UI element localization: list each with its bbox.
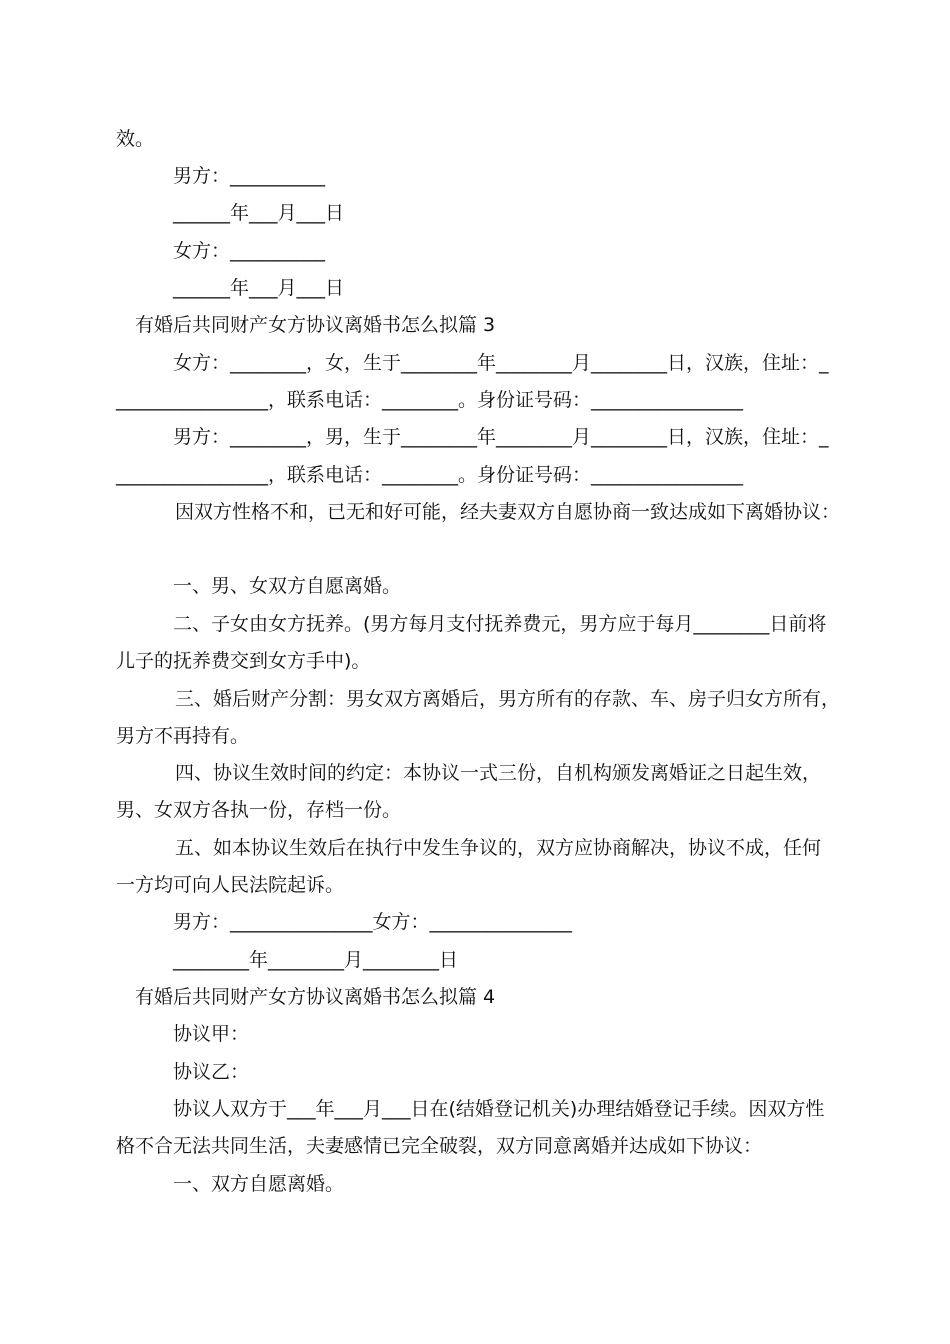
- clause-line: 男、女双方各执一份，存档一份。: [116, 799, 402, 821]
- section-heading: 有婚后共同财产女方协议离婚书怎么拟篇 3: [135, 314, 496, 336]
- date-line: ________年________月________日: [173, 949, 459, 971]
- signature-line-male: 男方：__________: [173, 165, 326, 187]
- party-info-line: 女方：________，女，生于________年________月________日，汉族，住址：_: [173, 352, 829, 374]
- party-info-line: ________________，联系电话：________。身份证号码：________________: [116, 464, 744, 486]
- clause-line: 三、婚后财产分割：男女双方离婚后，男方所有的存款、车、房子归女方所有，: [175, 688, 841, 710]
- party-a-line: 协议甲：: [173, 1023, 250, 1045]
- signature-line-female: 女方：__________: [173, 240, 326, 262]
- clause-line: 四、协议生效时间的约定：本协议一式三份，自机构颁发离婚证之日起生效，: [175, 762, 822, 784]
- paragraph-line: 协议人双方于___年___月___日在(结婚登记机关)办理结婚登记手续。因双方性: [173, 1098, 825, 1120]
- clause-line: 一方均可向人民法院起诉。: [116, 874, 345, 896]
- party-info-line: 男方：________，男，生于________年________月________日，汉族，住址：_: [173, 426, 829, 448]
- date-line: ______年___月___日: [173, 202, 345, 224]
- clause-line: 儿子的抚养费交到女方手中)。: [116, 650, 371, 672]
- clause-line: 二、子女由女方抚养。(男方每月支付抚养费元，男方应于每月________日前将: [173, 613, 827, 635]
- signature-line: 男方：_______________女方：_______________: [173, 911, 573, 933]
- clause-line: 一、双方自愿离婚。: [173, 1173, 345, 1195]
- clause-line: 男方不再持有。: [116, 725, 250, 747]
- paragraph-line: 格不合无法共同生活，夫妻感情已完全破裂，双方同意离婚并达成如下协议：: [116, 1135, 763, 1157]
- party-info-line: ________________，联系电话：________。身份证号码：________________: [116, 389, 744, 411]
- clause-line: 五、如本协议生效后在执行中发生争议的，双方应协商解决，协议不成，任何: [175, 837, 822, 859]
- date-line: ______年___月___日: [173, 277, 345, 299]
- paragraph-line: 因双方性格不和，已无和好可能，经夫妻双方自愿协商一致达成如下离婚协议：: [175, 501, 841, 523]
- section-heading: 有婚后共同财产女方协议离婚书怎么拟篇 4: [135, 986, 496, 1008]
- clause-line: 一、男、女双方自愿离婚。: [173, 575, 402, 597]
- text-line: 效。: [116, 128, 155, 150]
- party-b-line: 协议乙：: [173, 1061, 250, 1083]
